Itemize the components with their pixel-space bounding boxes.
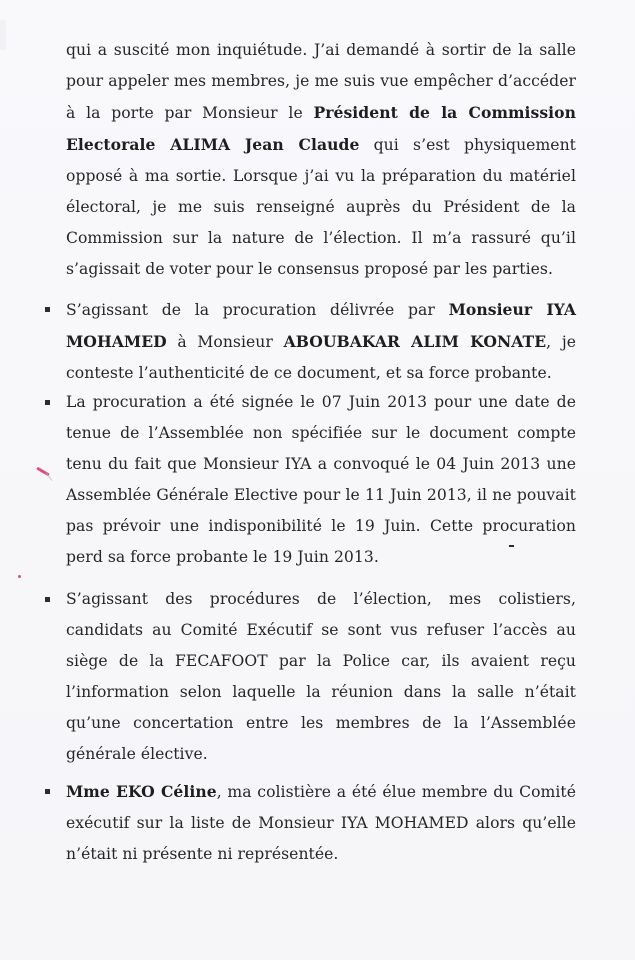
pen-dot: [18, 575, 21, 578]
bullet-1-bold-iya: Monsieur IYA MOHAMED: [66, 300, 577, 351]
bullet-item-election-procedures: [66, 584, 576, 770]
bullet-square-icon: [45, 400, 50, 405]
bullet-3-text: S’agissant des procédures de l’élection, mes colistiers, candidats au Comité Exécutif se sont vus refuser l’accès au siège de la FECAFOOT par la Police car, ils avaient reçu l’information selon laquelle la réunion dans la salle n’était qu’une concertation entre les membres de la l’Assemblée générale élective.: [66, 590, 576, 763]
bullet-1-bold-aboubakar: ABOUBAKAR ALIM KONATE: [283, 332, 547, 351]
bullet-1-text-1: S’agissant de la procuration délivrée par: [66, 301, 449, 319]
bullet-1-text-2: à Monsieur: [166, 333, 284, 351]
bullet-item-eko-celine: [66, 776, 576, 870]
intro-text-2: qui s’est physiquement opposé à ma sortie. Lorsque j’ai vu la préparation du matériel électoral, je me suis renseigné auprès du Président de la Commission sur la nature de l’élection. Il m’a rassuré qu’il s’agissait de voter pour le consensus proposé par les parties.: [66, 136, 576, 278]
bullet-2-text: La procuration a été signée le 07 Juin 2013 pour une date de tenue de l’Assemblée non spécifiée sur le document compte tenu du fait que Monsieur IYA a convoqué le 04 Juin 2013 une Assemblée Générale Elective pour le 11 Juin 2013, il ne pouvait pas prévoir une indisponibilité le 19 Juin. Cette procuration perd sa force probante le 19 Juin 2013.: [66, 393, 576, 566]
bullet-item-procuration-authenticity: [66, 294, 576, 389]
scan-shadow: [0, 20, 6, 50]
intro-paragraph: [66, 35, 576, 285]
bullet-square-icon: [45, 597, 50, 602]
intro-text-1: qui a suscité mon inquiétude. J’ai demandé à sortir de la salle pour appeler mes membres, je me suis vue empêcher d’accéder à la porte par Monsieur le: [66, 41, 576, 122]
bullet-4-bold-eko: Mme EKO Céline: [66, 782, 217, 801]
intro-bold-president: Président de la Commission Electorale ALIMA Jean Claude: [66, 103, 576, 154]
bullet-square-icon: [45, 307, 50, 312]
bullet-4-text: , ma colistière a été élue membre du Comité exécutif sur la liste de Monsieur IYA MOHAMED alors qu’elle n’était ni présente ni représentée.: [66, 783, 576, 863]
bullet-square-icon: [45, 789, 50, 794]
bullet-item-procuration-date: [66, 387, 576, 573]
stray-mark: [509, 545, 514, 547]
bullet-1-text-3: , je conteste l’authenticité de ce document, et sa force probante.: [66, 333, 576, 382]
